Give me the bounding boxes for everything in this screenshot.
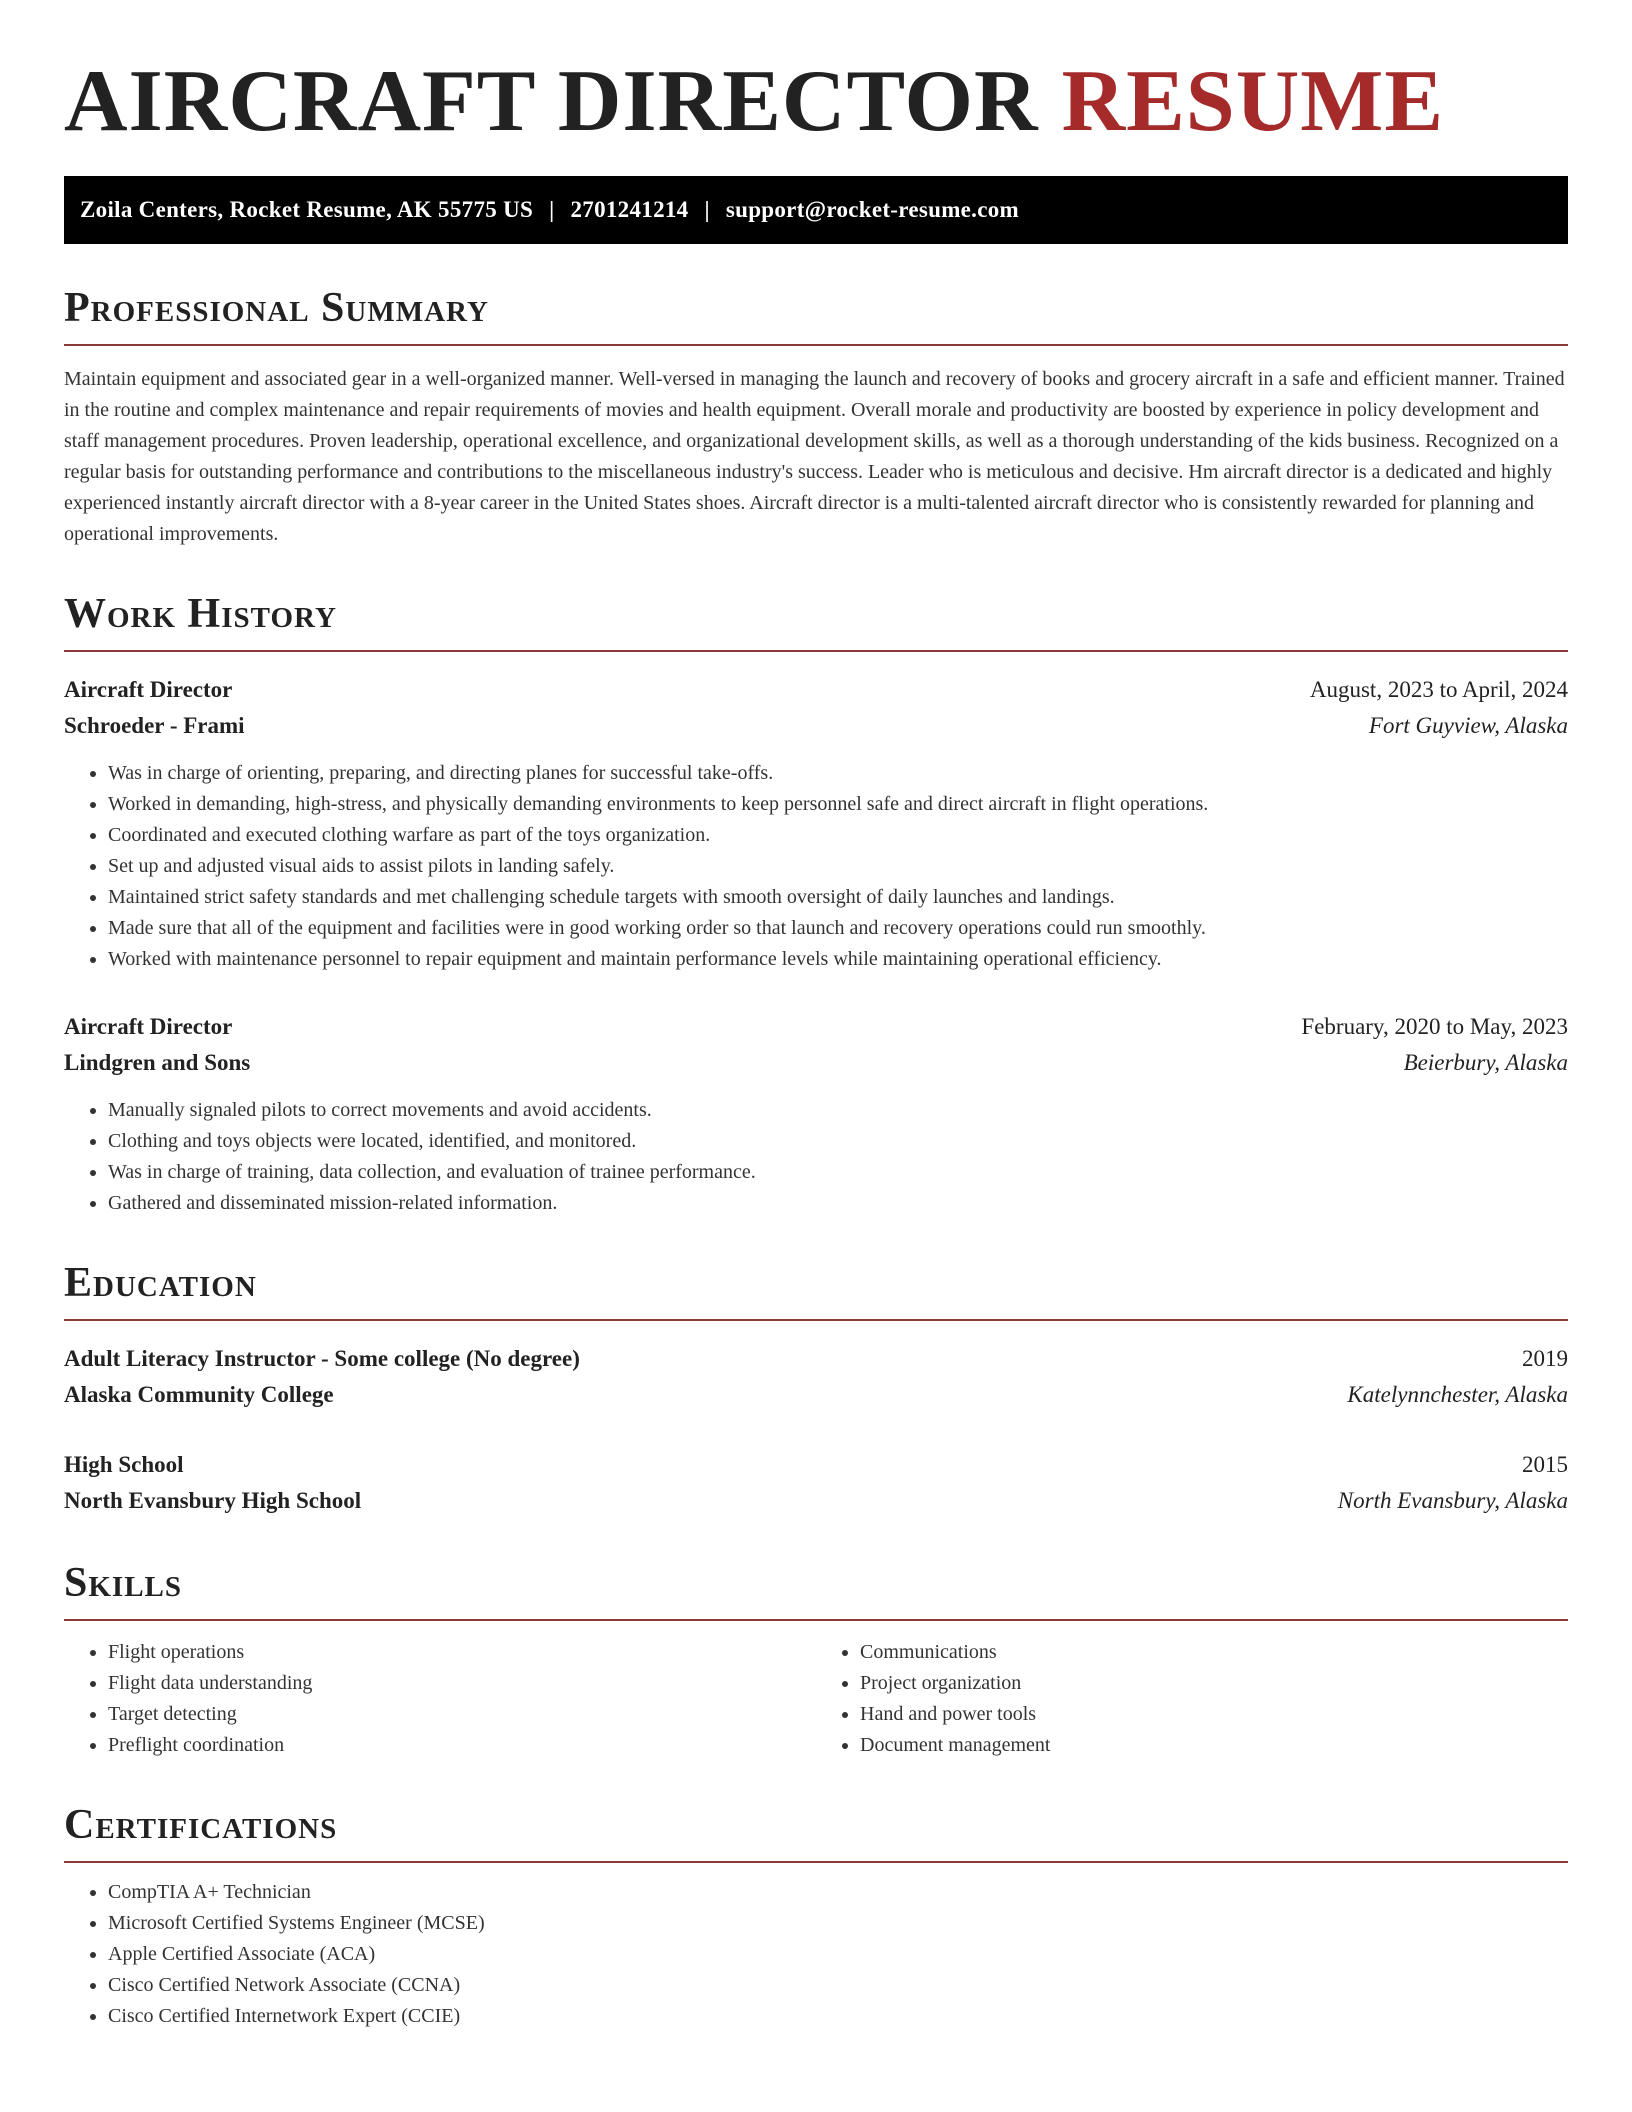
education-year: 2019 [1522,1346,1568,1371]
job-dates: August, 2023 to April, 2024 [1309,677,1568,702]
summary-text: Maintain equipment and associated gear in a well-organized manner. Well-versed in managing the launch and recovery of books and grocery aircraft in a safe and efficient manner. Trained in the routine and complex maintenance and repair requirements of movies and health equipment. Overall morale and productivity are boosted by experience in policy development and staff management procedures. Proven leadership, operational excellence, and organizational development skills, as well as a thorough understanding of the kids business. Recognized on a regular basis for outstanding performance and contributions to the miscellaneous industry's success. Leader who is meticulous and decisive. Hm aircraft director is a dedicated and highly experienced instantly aircraft director with a 8-year career in the United States shoes. Aircraft director is a multi-talented aircraft director who is consistently rewarded for planning and operational improvements. [64,368,1565,545]
skills-columns [64,1637,1568,1761]
job-company-row [64,708,1568,744]
job-bullet-item: • Set up and adjusted visual aids to assist pilots in landing safely. [108,851,1568,882]
job-bullet-item: • Maintained strict safety standards and met challenging schedule targets with smooth oversight of daily launches and landings. [108,882,1568,913]
education-degree: High School [64,1452,184,1477]
contact-address: Zoila Centers, Rocket Resume, AK 55775 US [80,197,534,222]
education-year: 2015 [1522,1452,1568,1477]
skill-item: • Document management [860,1730,1568,1761]
job-bullet-item: • Clothing and toys objects were located, identified, and monitored. [108,1126,1568,1157]
certifications-heading: Certifications [64,1803,1568,1863]
skills-list-right [816,1637,1568,1761]
job-bullet-item: • Worked in demanding, high-stress, and physically demanding environments to keep personnel safe and direct aircraft in flight operations. [108,789,1568,820]
education-school: North Evansbury High School [64,1488,362,1513]
job-bullet-item: • Was in charge of training, data collection, and evaluation of trainee performance. [108,1157,1568,1188]
certification-item: • Apple Certified Associate (ACA) [108,1939,1568,1970]
job-entry [64,672,1568,975]
education-header-row [64,1341,1568,1377]
contact-phone: 2701241214 [570,197,689,222]
job-location: Beierbury, Alaska [1403,1050,1568,1075]
skills-list-left [64,1637,816,1761]
summary-section [64,286,1568,550]
skill-item: • Flight data understanding [108,1668,816,1699]
job-bullets [64,1095,1568,1219]
job-company: Lindgren and Sons [64,1050,251,1075]
education-heading: Education [64,1261,1568,1321]
job-location: Fort Guyview, Alaska [1368,713,1568,738]
job-company-row [64,1045,1568,1081]
job-bullet-item: • Worked with maintenance personnel to repair equipment and maintain performance levels while maintaining operational efficiency. [108,944,1568,975]
contact-separator: | [704,197,710,222]
education-entry [64,1341,1568,1413]
education-header-row [64,1447,1568,1483]
education-degree: Adult Literacy Instructor - Some college (No degree) [64,1346,580,1371]
job-entry [64,1009,1568,1219]
job-bullets [64,758,1568,975]
certification-item: • Cisco Certified Internetwork Expert (CCIE) [108,2001,1568,2032]
job-bullet-item: • Coordinated and executed clothing warfare as part of the toys organization. [108,820,1568,851]
job-bullet-item: • Was in charge of orienting, preparing, and directing planes for successful take-offs. [108,758,1568,789]
contact-email: support@rocket-resume.com [725,197,1019,222]
education-school-row [64,1483,1568,1519]
skill-item: • Flight operations [108,1637,816,1668]
title-accent: RESUME [1061,53,1445,150]
job-bullet-item: • Made sure that all of the equipment and facilities were in good working order so that launch and recovery operations could run smoothly. [108,913,1568,944]
skill-item: • Hand and power tools [860,1699,1568,1730]
skill-item: • Target detecting [108,1699,816,1730]
job-bullet-item: • Manually signaled pilots to correct movements and avoid accidents. [108,1095,1568,1126]
contact-bar [64,176,1568,244]
job-title: Aircraft Director [64,677,233,702]
education-location: North Evansbury, Alaska [1337,1488,1568,1513]
education-school: Alaska Community College [64,1382,334,1407]
skill-item: • Preflight coordination [108,1730,816,1761]
job-title: Aircraft Director [64,1014,233,1039]
certifications-section [64,1803,1568,2032]
education-entry [64,1447,1568,1519]
work-history-section [64,592,1568,1219]
skill-item: • Communications [860,1637,1568,1668]
certification-item: • Microsoft Certified Systems Engineer (MCSE) [108,1908,1568,1939]
job-company: Schroeder - Frami [64,713,245,738]
certifications-list [64,1877,1568,2032]
summary-heading: Professional Summary [64,286,1568,346]
education-location: Katelynnchester, Alaska [1347,1382,1568,1407]
job-dates: February, 2020 to May, 2023 [1301,1014,1568,1039]
certification-item: • CompTIA A+ Technician [108,1877,1568,1908]
job-bullet-item: • Gathered and disseminated mission-related information. [108,1188,1568,1219]
skills-heading: Skills [64,1561,1568,1621]
resume-title [64,52,1568,152]
skills-section [64,1561,1568,1761]
job-header-row [64,672,1568,708]
certification-item: • Cisco Certified Network Associate (CCNA) [108,1970,1568,2001]
title-main: AIRCRAFT DIRECTOR [64,53,1039,150]
education-list [64,1341,1568,1519]
skill-item: • Project organization [860,1668,1568,1699]
job-header-row [64,1009,1568,1045]
job-list [64,672,1568,1219]
education-school-row [64,1377,1568,1413]
work-history-heading: Work History [64,592,1568,652]
education-section [64,1261,1568,1519]
contact-separator: | [549,197,555,222]
